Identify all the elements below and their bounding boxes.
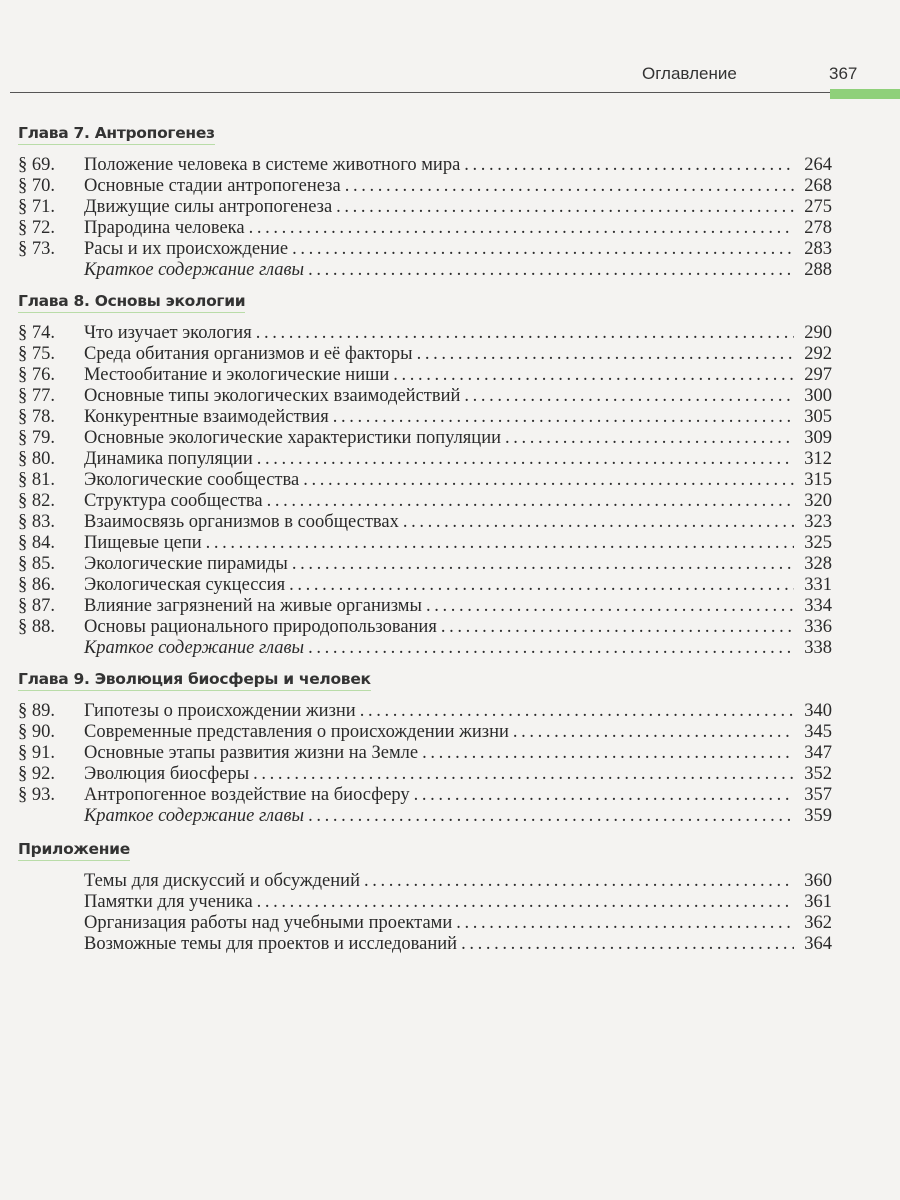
section-number: § 88.: [18, 617, 55, 637]
section-number: § 92.: [18, 764, 55, 784]
entry-page: 359: [804, 806, 832, 826]
entry-page: 278: [804, 218, 832, 238]
entry-title: Среда обитания организмов и её факторы: [84, 344, 413, 364]
entry-page: 312: [804, 449, 832, 469]
entry-page: 309: [804, 428, 832, 448]
entry-title: Пищевые цепи: [84, 533, 202, 553]
dot-leader: [456, 913, 794, 934]
entry-title: Современные представления о происхождении жизни: [84, 722, 509, 742]
entry-page: 275: [804, 197, 832, 217]
section-number: § 70.: [18, 176, 55, 196]
toc-entry[interactable]: [18, 596, 832, 617]
toc-entry[interactable]: [18, 155, 832, 176]
entry-title: Основные типы экологических взаимодействий: [84, 386, 461, 406]
entry-title: Взаимосвязь организмов в сообществах: [84, 512, 399, 532]
entry-title: Влияние загрязнений на живые организмы: [84, 596, 422, 616]
dot-leader: [461, 934, 794, 955]
entry-title: Антропогенное воздействие на биосферу: [84, 785, 410, 805]
toc-entry[interactable]: [18, 260, 832, 281]
section-number: [18, 871, 84, 892]
entry-title: Краткое содержание главы: [84, 260, 305, 280]
dot-leader: [464, 386, 794, 407]
dot-leader: [441, 617, 794, 638]
section-number: § 82.: [18, 491, 55, 511]
entry-title: Конкурентные взаимодействия: [84, 407, 329, 427]
dot-leader: [308, 638, 794, 659]
dot-leader: [256, 323, 794, 344]
dot-leader: [249, 218, 794, 239]
section-number: § 91.: [18, 743, 55, 763]
toc-entry[interactable]: [18, 617, 832, 638]
toc-entry[interactable]: [18, 554, 832, 575]
entry-page: 323: [804, 512, 832, 532]
entry-page: 325: [804, 533, 832, 553]
section-number: § 90.: [18, 722, 55, 742]
entry-page: 331: [804, 575, 832, 595]
entry-page: 345: [804, 722, 832, 742]
header-rule: [10, 92, 832, 93]
dot-leader: [505, 428, 794, 449]
entry-title: Что изучает экология: [84, 323, 252, 343]
dot-leader: [336, 197, 794, 218]
chapter-heading: Глава 7. Антропогенез: [18, 124, 215, 145]
section-number: § 93.: [18, 785, 55, 805]
toc-entry[interactable]: [18, 470, 832, 491]
entry-title: Расы и их происхождение: [84, 239, 289, 259]
entry-page: 362: [804, 913, 832, 933]
toc-entry[interactable]: [18, 197, 832, 218]
section-number: § 84.: [18, 533, 55, 553]
toc-list: [18, 871, 832, 955]
toc-entry[interactable]: [18, 323, 832, 344]
section-number: § 80.: [18, 449, 55, 469]
toc-entry[interactable]: [18, 743, 832, 764]
entry-title: Краткое содержание главы: [84, 638, 305, 658]
entry-title: Основные стадии антропогенеза: [84, 176, 341, 196]
section-number: § 78.: [18, 407, 55, 427]
dot-leader: [206, 533, 794, 554]
section-number: [18, 638, 84, 659]
entry-title: Прародина человека: [84, 218, 245, 238]
toc-entry[interactable]: [18, 701, 832, 722]
toc-list: [18, 701, 832, 827]
dot-leader: [253, 764, 794, 785]
entry-title: Движущие силы антропогенеза: [84, 197, 333, 217]
section-number: [18, 260, 84, 281]
toc-entry[interactable]: [18, 218, 832, 239]
dot-leader: [292, 554, 794, 575]
toc-entry[interactable]: [18, 512, 832, 533]
section-number: § 74.: [18, 323, 55, 343]
toc-entry[interactable]: [18, 892, 832, 913]
entry-page: 336: [804, 617, 832, 637]
entry-title: Эволюция биосферы: [84, 764, 250, 784]
section-number: § 69.: [18, 155, 55, 175]
chapter-block: [18, 124, 832, 281]
toc-entry[interactable]: [18, 575, 832, 596]
toc-entry[interactable]: [18, 386, 832, 407]
toc-entry[interactable]: [18, 913, 832, 934]
dot-leader: [422, 743, 794, 764]
toc-entry[interactable]: [18, 449, 832, 470]
dot-leader: [364, 871, 794, 892]
entry-page: 288: [804, 260, 832, 280]
dot-leader: [308, 260, 794, 281]
entry-page: 328: [804, 554, 832, 574]
entry-page: 300: [804, 386, 832, 406]
dot-leader: [257, 892, 794, 913]
section-number: § 85.: [18, 554, 55, 574]
section-number: § 76.: [18, 365, 55, 385]
dot-leader: [464, 155, 794, 176]
entry-page: 334: [804, 596, 832, 616]
entry-title: Темы для дискуссий и обсуждений: [84, 871, 360, 891]
toc-entry[interactable]: [18, 428, 832, 449]
entry-page: 347: [804, 743, 832, 763]
entry-page: 297: [804, 365, 832, 385]
entry-title: Динамика популяции: [84, 449, 253, 469]
toc-entry[interactable]: [18, 638, 832, 659]
section-number: [18, 892, 84, 913]
dot-leader: [333, 407, 794, 428]
entry-page: 283: [804, 239, 832, 259]
section-number: § 73.: [18, 239, 55, 259]
section-number: [18, 806, 84, 827]
section-number: § 79.: [18, 428, 55, 448]
page-number: 367: [829, 64, 858, 83]
section-number: § 71.: [18, 197, 55, 217]
entry-page: 292: [804, 344, 832, 364]
toc-entry[interactable]: [18, 806, 832, 827]
dot-leader: [303, 470, 794, 491]
chapter-heading: Глава 9. Эволюция биосферы и человек: [18, 670, 371, 691]
toc-entry[interactable]: [18, 722, 832, 743]
entry-title: Экологическая сукцессия: [84, 575, 286, 595]
section-number: § 81.: [18, 470, 55, 490]
toc-entry[interactable]: [18, 491, 832, 512]
dot-leader: [267, 491, 794, 512]
entry-page: 315: [804, 470, 832, 490]
entry-page: 360: [804, 871, 832, 891]
entry-page: 338: [804, 638, 832, 658]
dot-leader: [308, 806, 794, 827]
toc-list: [18, 155, 832, 281]
toc-entry[interactable]: [18, 785, 832, 806]
entry-title: Возможные темы для проектов и исследований: [84, 934, 458, 954]
toc-entry[interactable]: [18, 764, 832, 785]
section-number: § 72.: [18, 218, 55, 238]
entry-page: 352: [804, 764, 832, 784]
entry-page: 290: [804, 323, 832, 343]
entry-page: 357: [804, 785, 832, 805]
entry-title: Краткое содержание главы: [84, 806, 305, 826]
section-number: § 86.: [18, 575, 55, 595]
entry-page: 305: [804, 407, 832, 427]
header-green-tab: [830, 89, 900, 99]
section-number: [18, 913, 84, 934]
entry-page: 340: [804, 701, 832, 721]
entry-page: 264: [804, 155, 832, 175]
chapter-heading: Приложение: [18, 840, 130, 861]
entry-title: Местообитание и экологические ниши: [84, 365, 390, 385]
entry-title: Гипотезы о происхождении жизни: [84, 701, 356, 721]
toc-entry[interactable]: [18, 407, 832, 428]
entry-title: Структура сообщества: [84, 491, 263, 511]
dot-leader: [513, 722, 794, 743]
entry-title: Экологические сообщества: [84, 470, 300, 490]
dot-leader: [393, 365, 794, 386]
dot-leader: [403, 512, 794, 533]
toc-entry[interactable]: [18, 934, 832, 955]
entry-title: Основные экологические характеристики популяции: [84, 428, 502, 448]
chapter-heading: Глава 8. Основы экологии: [18, 292, 245, 313]
entry-title: Положение человека в системе животного мира: [84, 155, 461, 175]
entry-title: Основы рационального природопользования: [84, 617, 437, 637]
entry-page: 320: [804, 491, 832, 511]
toc-entry[interactable]: [18, 176, 832, 197]
chapter-block: [18, 292, 832, 659]
section-number: § 77.: [18, 386, 55, 406]
toc-entry[interactable]: [18, 533, 832, 554]
entry-page: 361: [804, 892, 832, 912]
entry-page: 268: [804, 176, 832, 196]
running-header: [0, 62, 900, 102]
entry-page: 364: [804, 934, 832, 954]
section-number: § 87.: [18, 596, 55, 616]
dot-leader: [426, 596, 794, 617]
toc-entry[interactable]: [18, 871, 832, 892]
section-number: § 83.: [18, 512, 55, 532]
dot-leader: [414, 785, 794, 806]
dot-leader: [257, 449, 794, 470]
entry-title: Памятки для ученика: [84, 892, 253, 912]
entry-title: Основные этапы развития жизни на Земле: [84, 743, 419, 763]
section-number: § 89.: [18, 701, 55, 721]
dot-leader: [417, 344, 794, 365]
dot-leader: [292, 239, 794, 260]
toc-entry[interactable]: [18, 344, 832, 365]
running-header-title: Оглавление: [642, 64, 737, 83]
toc-entry[interactable]: [18, 365, 832, 386]
entry-title: Экологические пирамиды: [84, 554, 288, 574]
section-number: § 75.: [18, 344, 55, 364]
dot-leader: [345, 176, 794, 197]
toc-entry[interactable]: [18, 239, 832, 260]
dot-leader: [289, 575, 794, 596]
toc-list: [18, 323, 832, 659]
entry-title: Организация работы над учебными проектами: [84, 913, 453, 933]
section-number: [18, 934, 84, 955]
dot-leader: [360, 701, 794, 722]
chapter-block: [18, 670, 832, 827]
chapter-block: [18, 840, 832, 955]
